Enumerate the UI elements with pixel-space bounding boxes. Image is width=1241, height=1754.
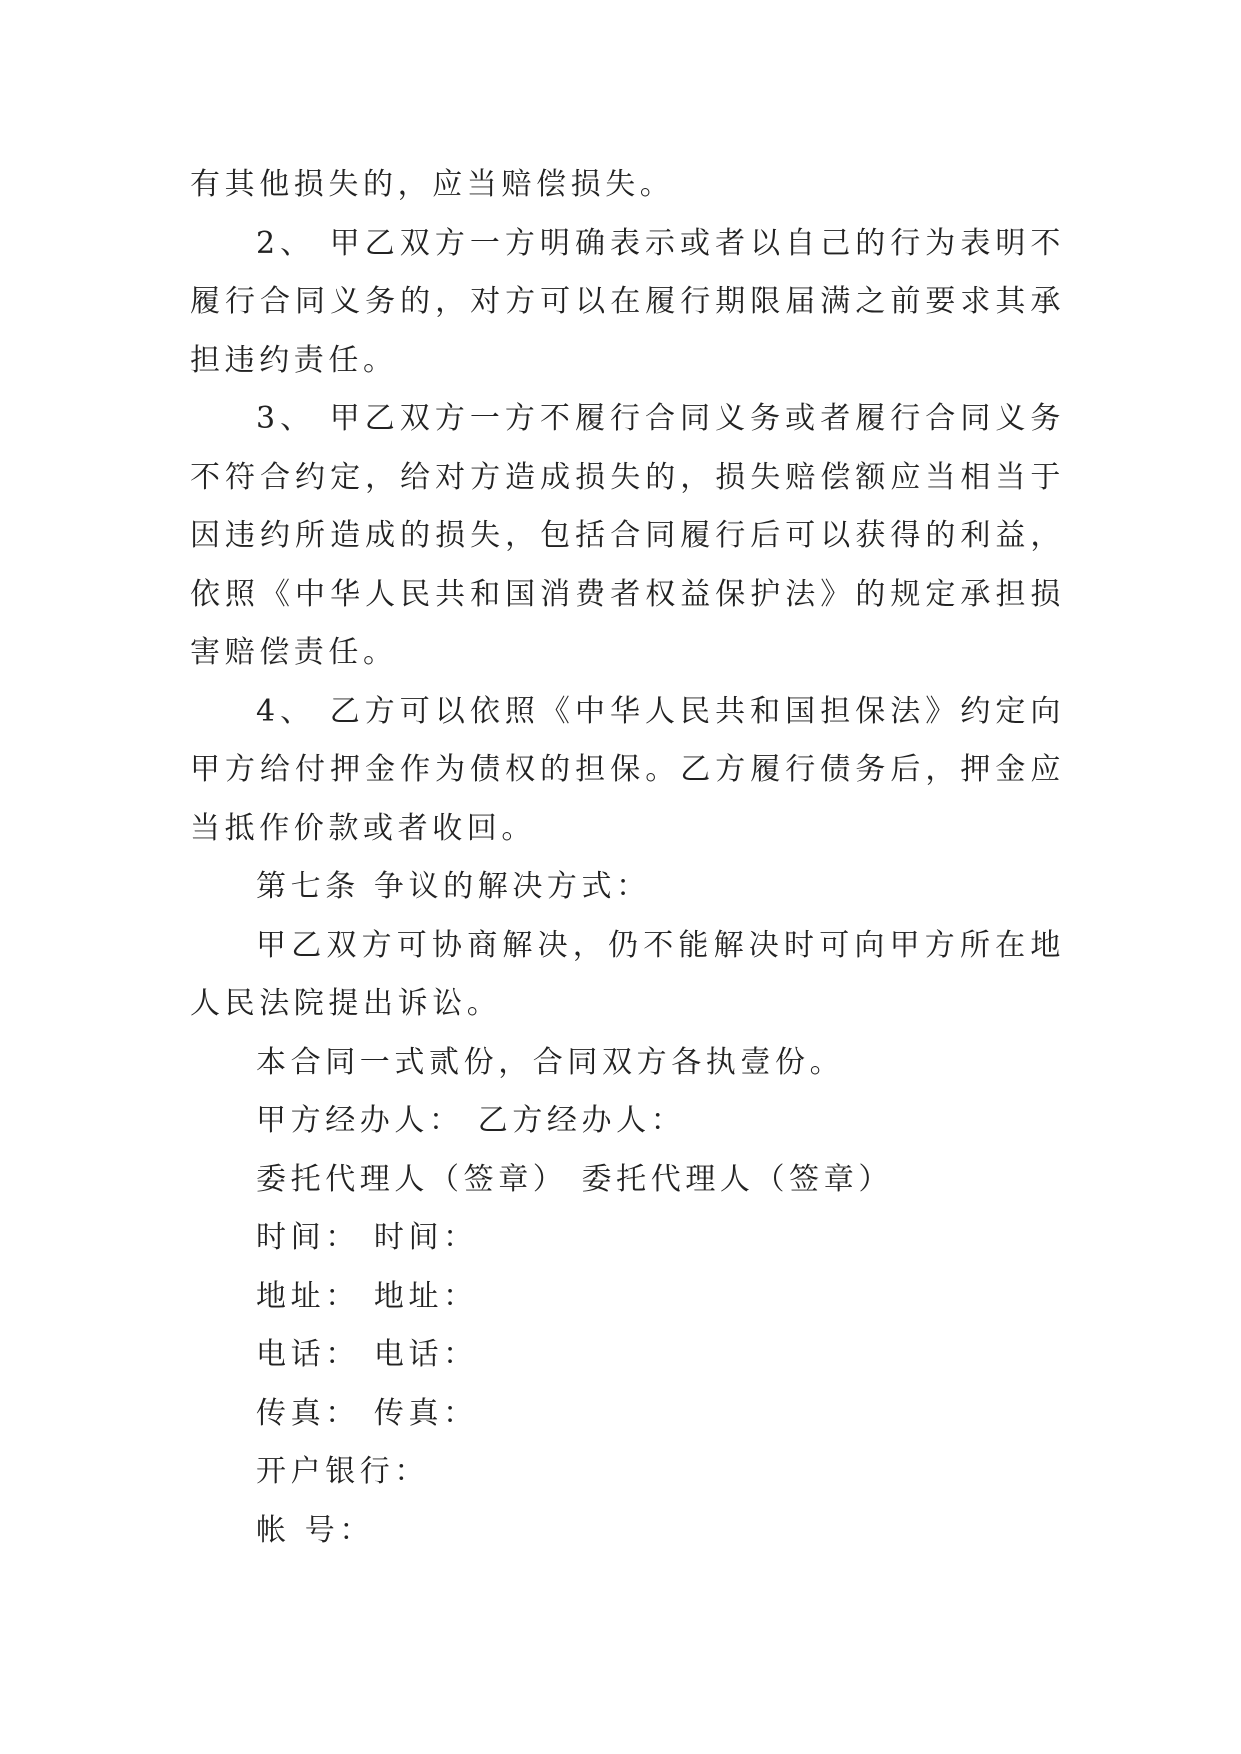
document-page: [190, 156, 1065, 1560]
signatory-handlers: 甲方经办人： 乙方经办人：: [256, 1103, 686, 1138]
paragraph-copies: 本合同一式贰份，合同双方各执壹份。: [256, 1044, 845, 1080]
paragraph-clause-2: 2、 甲乙双方一方明确表示或者以自己的行为表明不履行合同义务的，对方可以在履行期限届满之前要求其承担违约责任。: [190, 225, 1065, 378]
signatory-agents: 委托代理人（签章） 委托代理人（签章）: [256, 1161, 893, 1197]
field-phone: 电话： 电话：: [256, 1337, 478, 1372]
paragraph-dispute-resolution: 甲乙双方可协商解决，仍不能解决时可向甲方所在地人民法院提出诉讼。: [190, 927, 1065, 1021]
field-bank: 开户银行：: [256, 1454, 429, 1489]
paragraph-loss-compensation: 有其他损失的，应当赔偿损失。: [190, 167, 675, 202]
article-7-heading: 第七条 争议的解决方式：: [256, 869, 651, 904]
field-time: 时间： 时间：: [256, 1220, 478, 1255]
field-fax: 传真： 传真：: [256, 1395, 478, 1431]
field-account: 帐 号：: [256, 1512, 374, 1548]
paragraph-clause-3: 3、 甲乙双方一方不履行合同义务或者履行合同义务不符合约定，给对方造成损失的，损失赔偿额应当相当于因违约所造成的损失，包括合同履行后可以获得的利益，依照《中华人民共和国消费者权益保护法》的规定承担损害赔偿责任。: [190, 401, 1065, 670]
field-address: 地址： 地址：: [256, 1278, 478, 1314]
paragraph-clause-4: 4、 乙方可以依照《中华人民共和国担保法》约定向甲方给付押金作为债权的担保。乙方履行债务后，押金应当抵作价款或者收回。: [190, 693, 1065, 846]
